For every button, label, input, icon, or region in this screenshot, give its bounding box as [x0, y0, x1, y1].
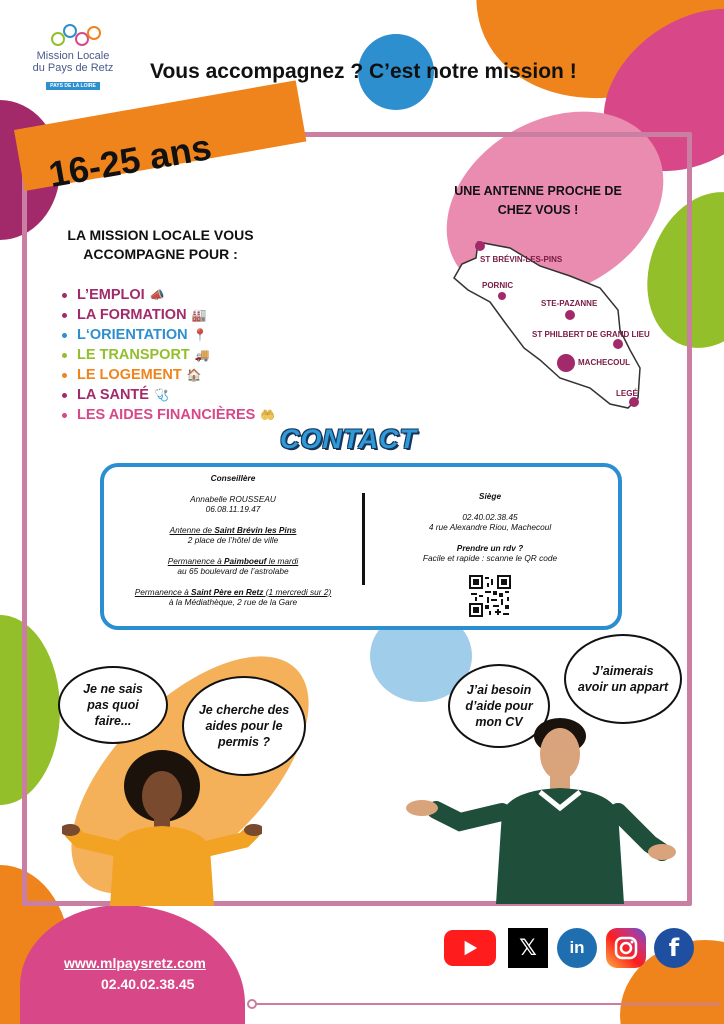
- website-link[interactable]: www.mlpaysretz.com: [64, 955, 206, 971]
- service-item: [62, 405, 275, 425]
- map-city-label: LEGÉ: [616, 389, 638, 398]
- bullet-dot: [62, 313, 67, 318]
- map-city-label: MACHECOUL: [578, 358, 630, 367]
- perm1-address: au 65 boulevard de l’astrolabe: [177, 566, 289, 576]
- perm1-place: Paimboeuf: [224, 555, 267, 566]
- health-icon: 🩺: [153, 388, 169, 402]
- contact-phone[interactable]: 06.08.11.19.47: [205, 504, 261, 514]
- service-item: [62, 325, 275, 345]
- perm2-address: à la Médiathèque, 2 rue de la Gare: [168, 597, 298, 607]
- contact-name: Annabelle ROUSSEAU: [190, 493, 276, 504]
- antenne-address: 2 place de l’hôtel de ville: [187, 535, 279, 545]
- service-label: L‘ORIENTATION: [77, 327, 188, 343]
- antenne-place: Saint Brévin les Pins: [214, 524, 297, 535]
- qr-code-icon[interactable]: [469, 575, 511, 617]
- siege-phone[interactable]: 02.40.02.38.45: [462, 511, 518, 522]
- perm1-suffix: le mardi: [266, 555, 299, 566]
- x-icon[interactable]: 𝕏: [508, 928, 548, 968]
- bullet-dot: [62, 293, 67, 298]
- contact-heading: Conseillère: [210, 473, 256, 483]
- age-banner: 16-25 ans: [45, 126, 215, 195]
- footer-line: [250, 1003, 720, 1005]
- logo-tag: PAYS DE LA LOIRE: [46, 82, 100, 90]
- megaphone-icon: 📣: [149, 288, 165, 302]
- contact-box: [100, 463, 622, 630]
- house-icon: 🏠: [186, 368, 202, 382]
- bullet-dot: [62, 353, 67, 358]
- perm2-suffix: (1 mercredi sur 2): [263, 586, 332, 597]
- bullet-dot: [62, 333, 67, 338]
- woman-shrugging-image: [62, 748, 262, 906]
- linkedin-icon[interactable]: in: [557, 928, 597, 968]
- map-city-label: ST PHILBERT DE GRAND LIEU: [532, 330, 650, 339]
- footer-line-dot: [247, 999, 257, 1009]
- service-label: LE LOGEMENT: [77, 367, 182, 383]
- service-item: [62, 285, 275, 305]
- logo-line-2: du Pays de Retz: [32, 62, 114, 74]
- service-item: [62, 345, 275, 365]
- money-hand-icon: 🤲: [260, 408, 276, 422]
- service-label: LA FORMATION: [77, 307, 187, 323]
- map-city-label: ST BRÉVIN-LES-PINS: [480, 255, 563, 264]
- map-city-label: PORNIC: [482, 281, 514, 290]
- youtube-icon[interactable]: [444, 930, 496, 966]
- logo-line-1: Mission Locale: [36, 50, 110, 62]
- contact-left: [104, 473, 362, 618]
- siege-heading: Siège: [478, 491, 502, 501]
- region-map: [440, 228, 676, 418]
- logo-people-icon: [43, 22, 103, 50]
- factory-icon: 🏭: [191, 308, 207, 322]
- bullet-dot: [62, 373, 67, 378]
- man-shrugging-image: [400, 716, 680, 904]
- headline: Vous accompagnez ? C’est notre mission !: [150, 60, 577, 83]
- bubble-text: Je cherche des aides pour le permis ?: [198, 703, 290, 749]
- bubble-text: J’aimerais avoir un appart: [577, 664, 669, 694]
- service-label: LA SANTÉ: [77, 387, 149, 403]
- rdv-title: Prendre un rdv ?: [456, 542, 524, 553]
- mission-locale-logo[interactable]: [28, 22, 118, 92]
- service-label: LES AIDES FINANCIÈRES: [77, 407, 256, 423]
- map-city-label: STE-PAZANNE: [541, 299, 598, 308]
- service-item: [62, 305, 275, 325]
- contact-right: [372, 491, 608, 574]
- rdv-subtitle: Facile et rapide : scanne le QR code: [422, 553, 558, 563]
- location-icon: 📍: [192, 328, 208, 342]
- bullet-dot: [62, 413, 67, 418]
- bubble-text: Je ne sais pas quoi faire...: [83, 682, 143, 728]
- service-label: L’EMPLOI: [77, 287, 145, 303]
- instagram-icon[interactable]: [606, 928, 646, 968]
- intro-text: LA MISSION LOCALE VOUS ACCOMPAGNE POUR :: [67, 227, 254, 262]
- service-item: [62, 385, 275, 405]
- speech-bubble: [564, 634, 682, 724]
- perm2-place: Saint Père en Retz: [191, 586, 264, 597]
- footer-phone[interactable]: 02.40.02.38.45: [101, 976, 195, 992]
- perm2-prefix: Permanence à: [134, 586, 192, 597]
- bullet-dot: [62, 393, 67, 398]
- antenne-prefix: Antenne de: [169, 524, 215, 535]
- siege-address: 4 rue Alexandre Riou, Machecoul: [428, 522, 552, 532]
- speech-bubble: [58, 666, 168, 744]
- services-list: [62, 285, 275, 425]
- truck-icon: 🚚: [194, 348, 210, 362]
- facebook-icon[interactable]: f: [654, 928, 694, 968]
- service-label: LE TRANSPORT: [77, 347, 190, 363]
- antenne-title: UNE ANTENNE PROCHE DE CHEZ VOUS !: [454, 184, 622, 217]
- contact-divider: [362, 493, 365, 585]
- contact-title: CONTACT: [280, 424, 417, 454]
- perm1-prefix: Permanence à: [167, 555, 225, 566]
- service-item: [62, 365, 275, 385]
- bubble-text: J’ai besoin d’aide pour mon CV: [465, 683, 533, 729]
